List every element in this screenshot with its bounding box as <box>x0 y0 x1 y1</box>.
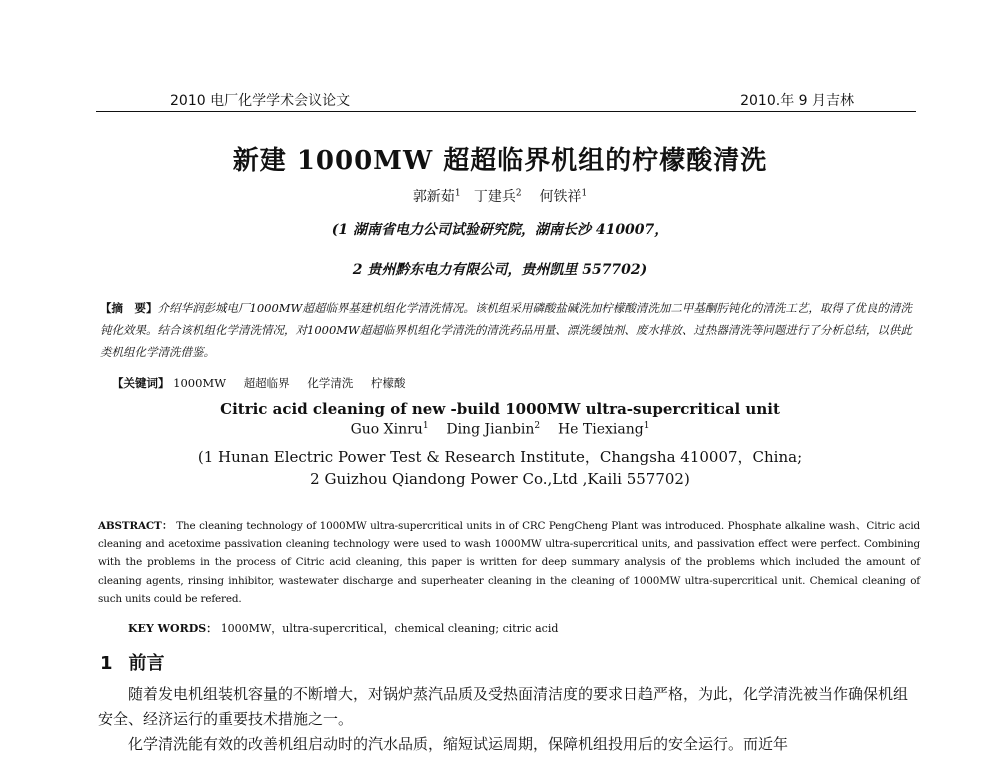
abstract-cn <box>100 297 920 363</box>
section-heading <box>100 649 500 675</box>
affiliation-en-1: (1 Hunan Electric Power Test & Research Institute，Changsha 410007，China; <box>197 448 803 466</box>
keyword-cn: 超超临界 <box>243 376 290 390</box>
author-cn: 丁建兵 <box>473 189 516 205</box>
author-en-affil: 2 <box>534 421 541 431</box>
paper-title-en: Citric acid cleaning of new -build 1000MW ultra-supercritical unit <box>220 400 780 418</box>
author-cn-affil: 1 <box>581 188 588 199</box>
abstract-en <box>98 517 920 608</box>
running-header <box>170 88 854 112</box>
author-en-affil: 1 <box>422 421 429 431</box>
author-en: He Tiexiang <box>557 421 644 438</box>
keywords-cn <box>112 375 912 391</box>
abstract-cn-text: 介绍华润彭城电厂1000MW超超临界基建机组化学清洗情况。该机组采用磷酸盐碱洗加柠檬酸清洗加二甲基酮肟钝化的清洗工艺，取得了优良的清洗钝化效果。结合该机组化学清洗情况，对1000MW超超临界机组化学清洗的清洗药品用量、漂洗缓蚀剂、废水排放、过热器清洗等问题进行了分析总结，以供此类机组化学清洗借鉴。 <box>100 301 912 359</box>
keyword-cn: 1000MW <box>173 376 227 390</box>
header-conference: 2010 电厂化学学术会议论文 <box>170 93 351 109</box>
author-cn-affil: 2 <box>515 188 522 199</box>
abstract-en-label: ABSTRACT： <box>98 520 173 532</box>
authors-en <box>0 421 1000 438</box>
section-number: 1 <box>100 653 113 674</box>
author-en-affil: 1 <box>643 421 650 431</box>
affiliation-cn-2: 2 贵州黔东电力有限公司，贵州凯里 557702) <box>352 262 648 278</box>
authors-cn <box>0 186 1000 206</box>
header-date-place: 2010.年 9 月吉林 <box>740 93 854 109</box>
affiliation-cn-1: (1 湖南省电力公司试验研究院，湖南长沙 410007， <box>331 222 669 238</box>
author-cn: 郭新茹 <box>412 189 455 205</box>
header-rule <box>96 111 916 112</box>
keywords-en-text: 1000MW，ultra-supercritical，chemical cleaning; citric acid <box>220 622 559 635</box>
author-cn: 何铁祥 <box>539 189 582 205</box>
body-text <box>98 682 920 757</box>
section-title: 前言 <box>128 653 165 674</box>
body-paragraph: 随着发电机组装机容量的不断增大，对锅炉蒸汽品质及受热面清洁度的要求日趋严格，为此，化学清洗被当作确保机组安全、经济运行的重要技术措施之一。 <box>98 685 909 728</box>
keywords-en <box>128 620 918 636</box>
author-cn-affil: 1 <box>454 188 461 199</box>
abstract-cn-label: 【摘 要】 <box>100 301 158 315</box>
body-paragraph: 化学清洗能有效的改善机组启动时的汽水品质，缩短试运周期，保障机组投用后的安全运行。而近年 <box>128 735 789 753</box>
affiliation-en-2: 2 Guizhou Qiandong Power Co.,Ltd ,Kaili 557702) <box>310 470 690 488</box>
keyword-cn: 柠檬酸 <box>371 376 406 390</box>
keywords-en-label: KEY WORDS： <box>128 622 218 635</box>
author-en: Guo Xinru <box>350 421 423 438</box>
abstract-en-text: The cleaning technology of 1000MW ultra-supercritical units in of CRC PengCheng Plant was introduced. Phosphate alkaline wash、Citric acid cleaning and acetoxime passivation cleaning technology were used to wash 1000MW ultra-supercritical units, and passivation effect were perfect. Combining with the problems in the process of Citric acid cleaning, this paper is written for deep summary analysis of the problems which included the amount of cleaning agents, rinsing inhibitor, wastewater discharge and superheater cleaning in the cleaning of 1000MW ultra-supercritical unit. Chemical cleaning of such units could be refered. <box>98 520 921 605</box>
paper-title-cn: 新建 1000MW 超超临界机组的柠檬酸清洗 <box>232 146 768 176</box>
author-en: Ding Jianbin <box>446 421 535 438</box>
keywords-cn-label: 【关键词】 <box>112 376 170 390</box>
keyword-cn: 化学清洗 <box>307 376 354 390</box>
